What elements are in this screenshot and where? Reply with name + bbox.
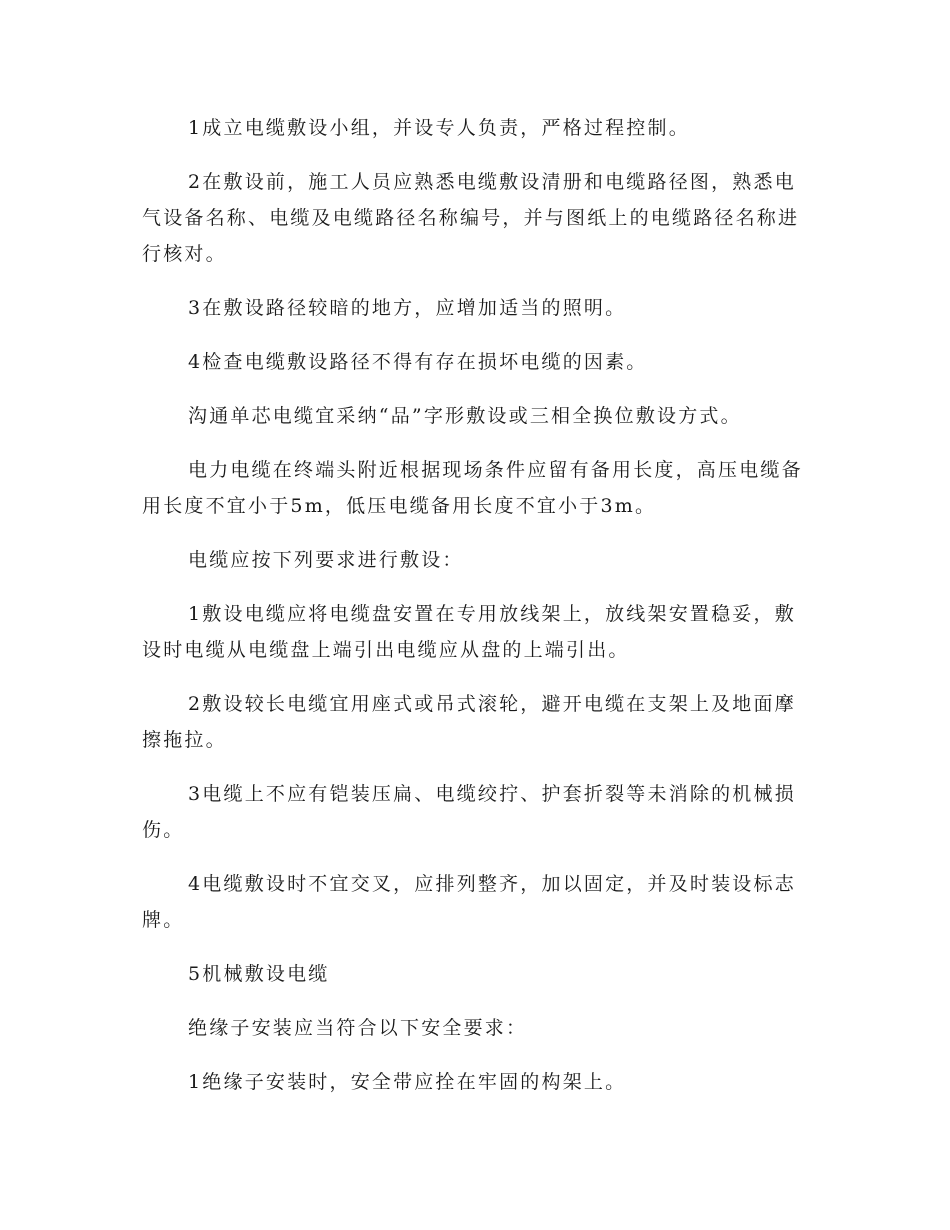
document-page [142, 110, 810, 1118]
paragraph-1: 1成立电缆敷设小组，并设专人负责，严格过程控制。 [188, 117, 690, 139]
paragraph-4: 4检查电缆敷设路径不得有存在损坏电缆的因素。 [188, 351, 648, 373]
paragraph-2: 2在敷设前，施工人员应熟悉电缆敷设清册和电缆路径图，熟悉电气设备名称、电缆及电缆路径名称编号，并与图纸上的电缆路径名称进行核对。 [142, 171, 800, 265]
paragraph-5: 沟通单芯电缆宜采纳“品”字形敷设或三相全换位敷设方式。 [188, 405, 742, 427]
paragraph-14: 1绝缘子安装时，安全带应拴在牢固的构架上。 [188, 1071, 627, 1093]
paragraph-3: 3在敷设路径较暗的地方，应增加适当的照明。 [188, 297, 627, 319]
paragraph-11: 4电缆敷设时不宜交叉，应排列整齐，加以固定，并及时装设标志牌。 [142, 873, 796, 931]
paragraph-9: 2敷设较长电缆宜用座式或吊式滚轮，避开电缆在支架上及地面摩擦拖拉。 [142, 693, 796, 751]
paragraph-7: 电缆应按下列要求进行敷设： [188, 549, 464, 571]
paragraph-13: 绝缘子安装应当符合以下安全要求： [188, 1017, 528, 1039]
paragraph-8: 1敷设电缆应将电缆盘安置在专用放线架上，放线架安置稳妥，敷设时电缆从电缆盘上端引出电缆应从盘的上端引出。 [142, 603, 796, 661]
paragraph-12: 5机械敷设电缆 [188, 963, 330, 985]
paragraph-10: 3电缆上不应有铠装压扁、电缆绞拧、护套折裂等未消除的机械损伤。 [142, 783, 796, 841]
paragraph-6: 电力电缆在终端头附近根据现场条件应留有备用长度，高压电缆备用长度不宜小于5m，低压电缆备用长度不宜小于3m。 [142, 459, 803, 517]
